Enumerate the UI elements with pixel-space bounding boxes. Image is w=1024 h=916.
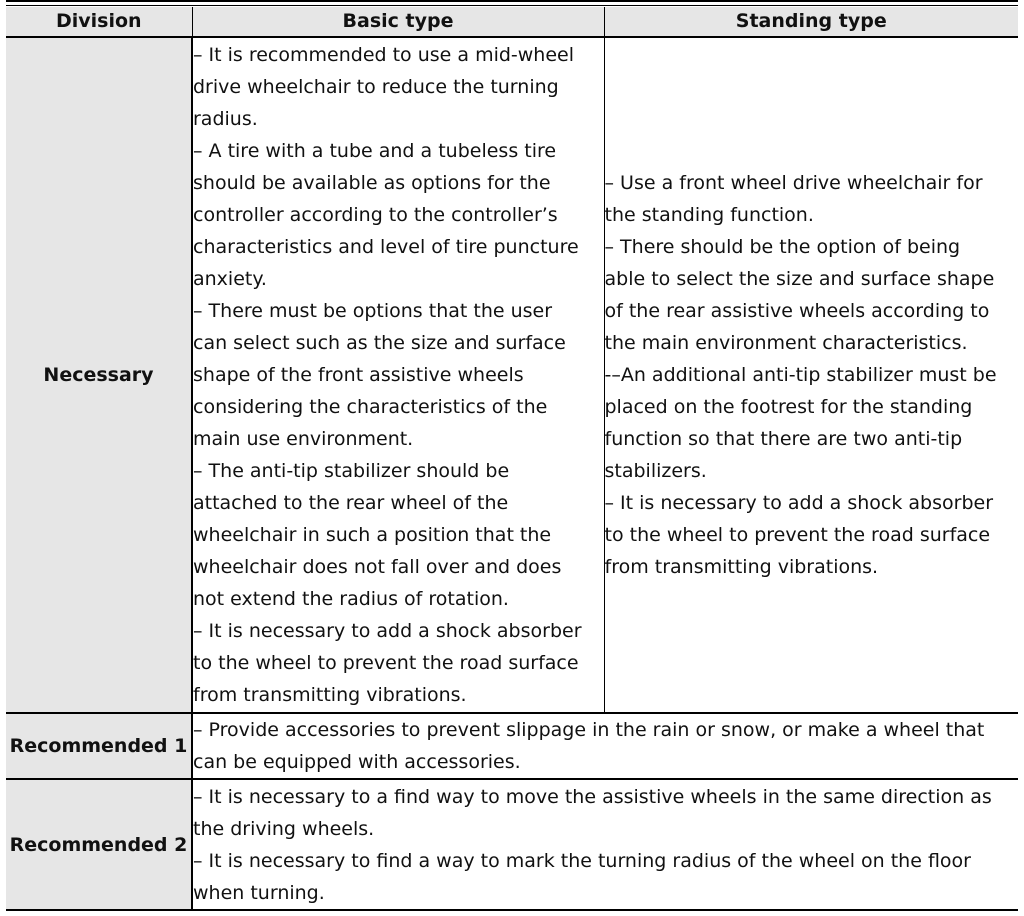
division-necessary: Necessary [6,37,192,713]
division-recommended-2: Recommended 2 [6,779,192,910]
necessary-basic-line: drive wheelchair to reduce the turning [193,76,559,98]
header-basic-type: Basic type [192,7,604,37]
necessary-basic-line: should be available as options for the [193,172,551,194]
division-recommended-1: Recommended 1 [6,713,192,779]
recommended-1-cell [192,713,1018,779]
necessary-basic-line: wheelchair in such a position that the [193,524,552,546]
necessary-standing-line: – It is necessary to add a shock absorber [604,492,994,514]
recommended-1-line: can be equipped with accessories. [193,751,521,773]
necessary-standing-line: function so that there are two anti-tip [604,428,963,450]
necessary-basic-line: attached to the rear wheel of the [193,492,509,514]
necessary-standing-line: from transmitting vibrations. [604,556,879,578]
necessary-basic-line: radius. [193,108,258,130]
necessary-standing-line: of the rear assistive wheels according to [604,300,990,322]
necessary-basic-line: anxiety. [193,268,267,290]
necessary-basic-line: characteristics and level of tire puncture [193,236,579,258]
necessary-basic-line: – A tire with a tube and a tubeless tire [193,140,557,162]
recommended-2-line: the driving wheels. [193,817,375,840]
necessary-basic-line: – There must be options that the user [193,300,553,322]
necessary-basic-line: to the wheel to prevent the road surface [193,652,579,674]
necessary-standing-line: -–An additional anti-tip stabilizer must be [604,364,997,386]
necessary-basic-line: – It is recommended to use a mid-wheel [193,44,575,66]
necessary-basic-line: shape of the front assistive wheels [193,364,524,386]
necessary-standing-line: – There should be the option of being [604,236,961,258]
necessary-basic-line: considering the characteristics of the [193,396,548,418]
necessary-standing-cell [604,37,1018,713]
necessary-basic-line: – It is necessary to add a shock absorber [193,620,582,642]
necessary-standing-line: able to select the size and surface shape [604,268,995,290]
recommended-2-line: when turning. [193,881,325,904]
necessary-standing-line: the main environment characteristics. [604,332,968,354]
table-top-rule [6,0,1018,2]
necessary-basic-line: controller according to the controller’s [193,204,558,226]
necessary-basic-line: from transmitting vibrations. [193,684,467,706]
necessary-basic-line: can select such as the size and surface [193,332,566,354]
necessary-standing-line: – Use a front wheel drive wheelchair for [604,172,983,194]
necessary-basic-line: not extend the radius of rotation. [193,588,509,610]
wheelchair-requirements-table [6,7,1018,911]
recommended-2-line: – It is necessary to a find way to move the assistive wheels in the same direction as [193,785,992,808]
header-row [6,7,1018,37]
table-row-recommended-2 [6,779,1018,910]
table-row-recommended-1 [6,713,1018,779]
necessary-basic-cell [192,37,604,713]
necessary-standing-line: the standing function. [604,204,814,226]
recommended-2-line: – It is necessary to find a way to mark the turning radius of the wheel on the floor [193,849,971,872]
recommended-2-cell [192,779,1018,910]
necessary-basic-line: wheelchair does not fall over and does [193,556,562,578]
necessary-basic-line: main use environment. [193,428,414,450]
necessary-standing-line: placed on the footrest for the standing [604,396,973,418]
necessary-standing-line: stabilizers. [604,460,707,482]
recommended-1-line: – Provide accessories to prevent slippage in the rain or snow, or make a wheel that [193,719,985,741]
table-top-rule-inner [6,5,1018,6]
header-standing-type: Standing type [604,7,1018,37]
table-row-necessary [6,37,1018,713]
necessary-basic-line: – The anti-tip stabilizer should be [193,460,510,482]
necessary-standing-line: to the wheel to prevent the road surface [604,524,991,546]
header-division: Division [6,7,192,37]
